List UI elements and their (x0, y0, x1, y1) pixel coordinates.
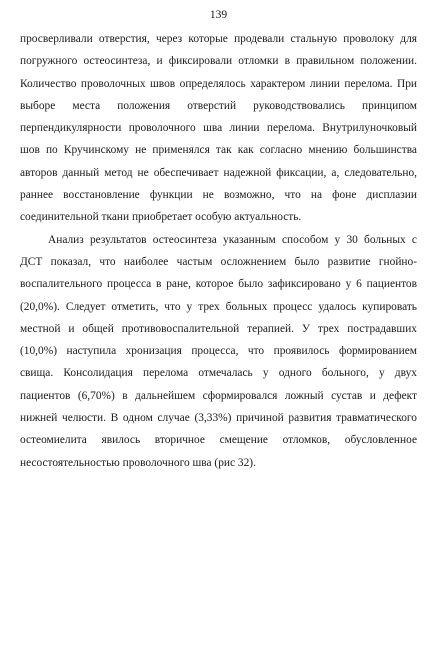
text-line: воспалительного процесса в ране, которое было зафиксировано у 6 пациентов (20, 278, 417, 291)
text-line: (10,0%) наступила хронизация процесса, что проявилось формированием (20, 345, 417, 358)
text-line: ДСТ показал, что наиболее частым осложнением было развитие гнойно- (20, 255, 417, 268)
text-line: несостоятельностью проволочного шва (рис 32). (20, 456, 256, 469)
text-line: просверливали отверстия, через которые продевали стальную проволоку для (20, 33, 417, 45)
text-line: местной и общей противовоспалительной терапией. У трех пострадавших (20, 322, 417, 335)
text-line: остеомиелита явилось вторичное смещение отломков, обусловленное (20, 434, 417, 447)
text-line: пациентов (6,70%) в дальнейшем сформировался ложный сустав и дефект (20, 389, 417, 402)
text-line: перпендикулярности проволочного шва линии перелома. Внутрилуночковый (20, 122, 417, 135)
text-line: выборе места положения отверстий руководствовались принципом (20, 99, 417, 112)
text-line: Количество проволочных швов определялось характером линии перелома. При (20, 77, 417, 90)
text-line: раннее восстановление функции не возможно, что на фоне дисплазии (20, 189, 417, 202)
paragraph-2 (20, 229, 417, 474)
text-line: нижней челюсти. В одном случае (3,33%) причиной развития травматического (20, 412, 417, 425)
page-number: 139 (209, 9, 228, 21)
body-text (20, 28, 417, 474)
text-line: авторов данный метод не обеспечивает надежной фиксации, а, следовательно, (20, 166, 417, 179)
paragraph-1 (20, 28, 417, 229)
text-line: (20,0%). Следует отметить, что у трех больных процесс удалось купировать (20, 300, 417, 313)
text-line: соединительной ткани приобретает особую актуальность. (20, 211, 302, 224)
text-line: свища. Консолидация перелома отмечалась у одного больного, у двух (20, 367, 417, 380)
text-line: Анализ результатов остеосинтеза указанным способом у 30 больных с (48, 233, 417, 246)
text-line: погружного остеосинтеза, и фиксировали отломки в правильном положении. (20, 55, 417, 68)
text-line: шов по Кручинскому не применялся так как согласно мнению большинства (20, 144, 417, 157)
